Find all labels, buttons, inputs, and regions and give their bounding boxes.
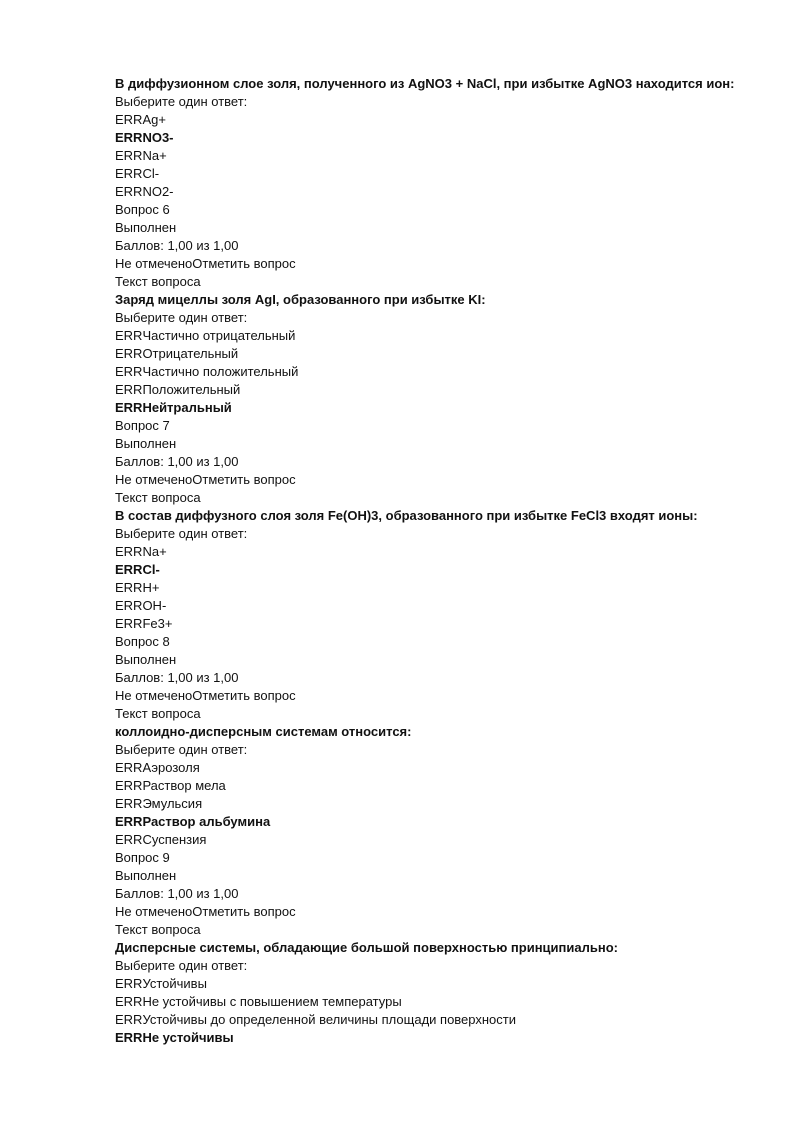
text-line: Выполнен xyxy=(115,220,177,235)
bold-text-line: ERRРаствор альбумина xyxy=(115,814,271,829)
text-line: Текст вопроса xyxy=(115,706,201,721)
text-line: Баллов: 1,00 из 1,00 xyxy=(115,238,239,253)
text-line: Выберите один ответ: xyxy=(115,958,248,973)
text-line: Выполнен xyxy=(115,436,177,451)
bold-text-line: ERRНейтральный xyxy=(115,400,232,415)
text-line: ERRЧастично отрицательный xyxy=(115,328,296,343)
bold-text-line: ERRNO3- xyxy=(115,130,174,145)
text-line: Вопрос 7 xyxy=(115,418,170,433)
text-line: ERRNa+ xyxy=(115,544,167,559)
text-line: ERRОтрицательный xyxy=(115,346,239,361)
text-line: Выберите один ответ: xyxy=(115,742,248,757)
bold-text-line: Заряд мицеллы золя AgI, образованного при избытке KI: xyxy=(115,292,486,307)
text-line: ERRСуспензия xyxy=(115,832,207,847)
text-line: Выполнен xyxy=(115,652,177,667)
text-line: Не отмеченоОтметить вопрос xyxy=(115,472,296,487)
text-line: ERRАэрозоля xyxy=(115,760,200,775)
bold-text-line: ERRНе устойчивы xyxy=(115,1030,234,1045)
bold-text-line: В состав диффузного слоя золя Fe(OH)3, образованного при избытке FeCl3 входят ионы: xyxy=(115,508,698,523)
text-line: Баллов: 1,00 из 1,00 xyxy=(115,454,239,469)
text-line: ERRУстойчивы xyxy=(115,976,207,991)
text-line: Баллов: 1,00 из 1,00 xyxy=(115,670,239,685)
text-line: Выберите один ответ: xyxy=(115,526,248,541)
text-line: Текст вопроса xyxy=(115,490,201,505)
text-line: Текст вопроса xyxy=(115,274,201,289)
text-line: ERRУстойчивы до определенной величины площади поверхности xyxy=(115,1012,516,1027)
text-line: ERRNO2- xyxy=(115,184,174,199)
text-line: Вопрос 6 xyxy=(115,202,170,217)
text-line: Баллов: 1,00 из 1,00 xyxy=(115,886,239,901)
text-line: ERRFe3+ xyxy=(115,616,173,631)
text-line: Текст вопроса xyxy=(115,922,201,937)
text-line: ERRЧастично положительный xyxy=(115,364,299,379)
text-line: ERRРаствор мела xyxy=(115,778,226,793)
bold-text-line: коллоидно-дисперсным системам относится: xyxy=(115,724,412,739)
text-line: Не отмеченоОтметить вопрос xyxy=(115,256,296,271)
bold-text-line: ERRCl- xyxy=(115,562,160,577)
text-line: ERRПоложительный xyxy=(115,382,241,397)
text-line: ERRЭмульсия xyxy=(115,796,203,811)
document-body xyxy=(115,75,785,1047)
text-line: ERRH+ xyxy=(115,580,160,595)
text-line: ERRAg+ xyxy=(115,112,166,127)
text-line: Выберите один ответ: xyxy=(115,310,248,325)
text-line: Вопрос 8 xyxy=(115,634,170,649)
text-line: Вопрос 9 xyxy=(115,850,170,865)
text-line: ERRNa+ xyxy=(115,148,167,163)
text-line: ERRCl- xyxy=(115,166,160,181)
text-line: Не отмеченоОтметить вопрос xyxy=(115,904,296,919)
bold-text-line: Дисперсные системы, обладающие большой поверхностью принципиально: xyxy=(115,940,618,955)
text-line: Не отмеченоОтметить вопрос xyxy=(115,688,296,703)
text-line: Выполнен xyxy=(115,868,177,883)
text-line: Выберите один ответ: xyxy=(115,94,248,109)
bold-text-line: В диффузионном слое золя, полученного из AgNO3 + NaCl, при избытке AgNO3 находится ион: xyxy=(115,76,735,91)
text-line: ERRНе устойчивы с повышением температуры xyxy=(115,994,402,1009)
text-line: ERROH- xyxy=(115,598,167,613)
